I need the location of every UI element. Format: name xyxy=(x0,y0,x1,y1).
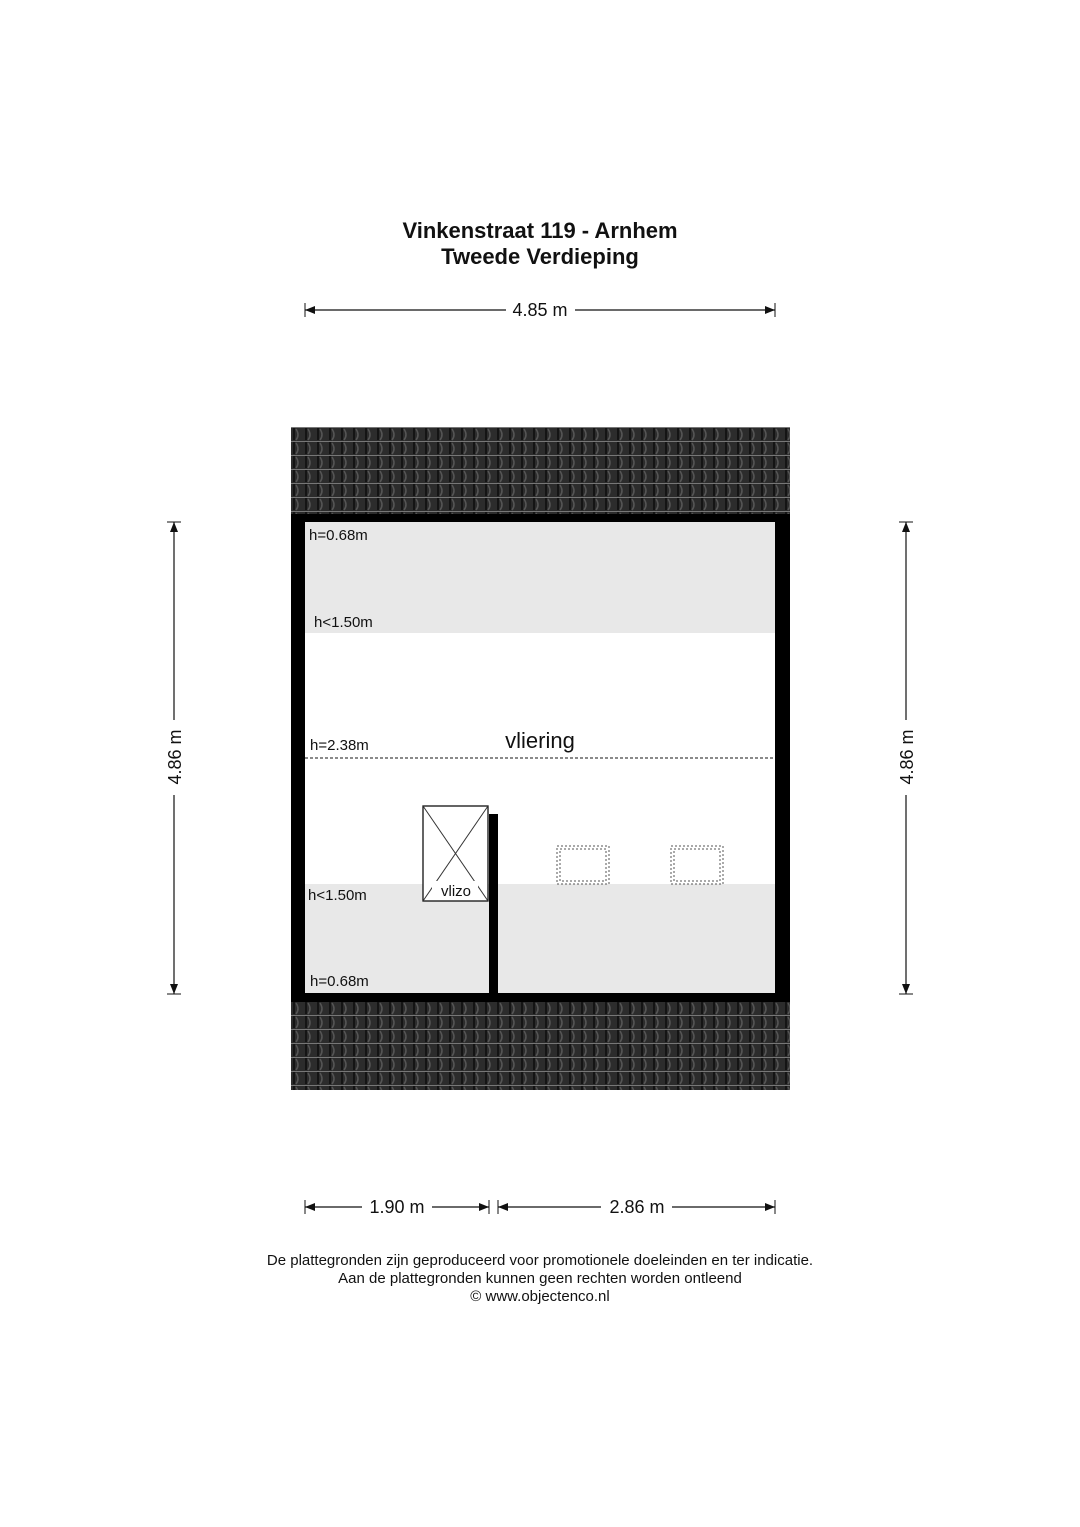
low-ceiling-zone-top xyxy=(305,522,775,633)
room-label-vliering: vliering xyxy=(505,728,575,753)
dimension-top-width xyxy=(305,300,775,320)
copyright-link[interactable]: © www.objectenco.nl xyxy=(470,1288,610,1305)
dimension-bottom-left-label: 1.90 m xyxy=(369,1197,425,1217)
roof-tiles-bottom xyxy=(291,1001,790,1090)
dimension-top-width-label: 4.85 m xyxy=(512,300,568,320)
plan-title-floor: Tweede Verdieping xyxy=(441,244,639,269)
dimension-bottom-right xyxy=(498,1197,775,1217)
low-ceiling-zone-bottom xyxy=(305,884,775,993)
dimension-bottom-left xyxy=(305,1197,489,1217)
dimension-left-height-label: 4.86 m xyxy=(165,729,185,785)
plan-title-address: Vinkenstraat 119 - Arnhem xyxy=(402,218,678,243)
disclaimer-line-1: De plattegronden zijn geproduceerd voor promotionele doeleinden en ter indicatie. xyxy=(266,1252,814,1269)
height-label-ridge: h=2.38m xyxy=(310,737,369,754)
partition-wall xyxy=(489,814,498,994)
height-label-bottom-wall: h=0.68m xyxy=(310,973,369,990)
dimension-left-height xyxy=(165,522,185,994)
hatch-label: vlizo xyxy=(440,883,472,900)
height-label-top-wall: h=0.68m xyxy=(309,527,368,544)
skylight-left xyxy=(557,846,609,884)
skylight-right xyxy=(671,846,723,884)
attic-hatch[interactable] xyxy=(423,806,488,901)
dimension-right-height xyxy=(897,522,917,994)
disclaimer-line-2: Aan de plattegronden kunnen geen rechten worden ontleend xyxy=(338,1270,742,1287)
dimension-bottom-right-label: 2.86 m xyxy=(609,1197,665,1217)
dimension-right-height-label: 4.86 m xyxy=(897,729,917,785)
height-label-bottom-slope: h<1.50m xyxy=(308,887,367,904)
height-label-top-slope: h<1.50m xyxy=(314,614,373,631)
roof-tiles-top xyxy=(291,427,790,515)
